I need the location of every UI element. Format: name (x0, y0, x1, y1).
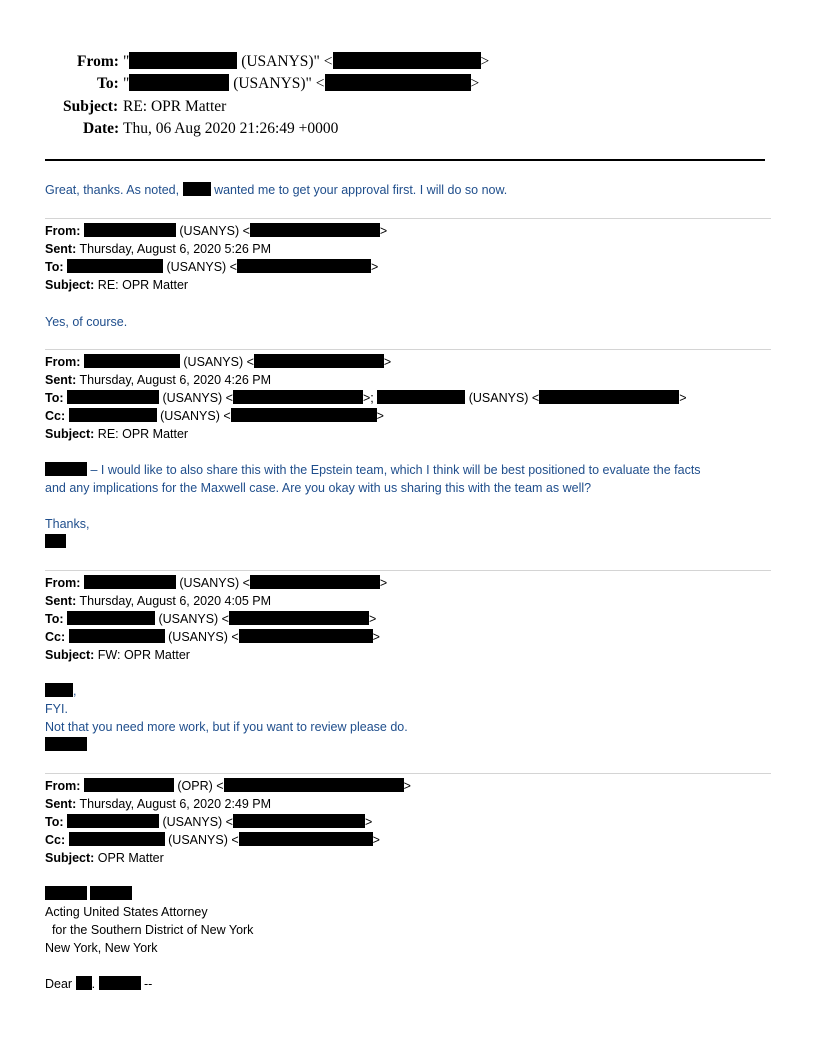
subject-value: RE: OPR Matter (97, 278, 189, 292)
redaction (229, 611, 369, 625)
redaction (67, 611, 155, 625)
redaction (45, 886, 87, 900)
redaction (84, 778, 174, 792)
redaction (333, 52, 481, 69)
redaction (69, 408, 157, 422)
message-divider (45, 570, 771, 571)
msg2-from: From: (USANYS) < > (45, 224, 388, 238)
msg5-to: To: (USANYS) < > (45, 815, 373, 829)
msg5-address-line: for the Southern District of New York (45, 923, 254, 937)
redaction (84, 223, 176, 237)
redaction (233, 814, 365, 828)
from-label: From: (45, 355, 81, 369)
redaction (99, 976, 141, 990)
to-label: To: (45, 391, 64, 405)
reply-text: Great, thanks. As noted, (45, 183, 180, 197)
salutation-text: Dear (45, 977, 73, 991)
msg3-sent (45, 371, 271, 389)
msg3-subject (45, 425, 188, 443)
redaction (250, 575, 380, 589)
to-value: (USANYS) < (162, 391, 233, 405)
header-from-org: (USANYS)" (241, 53, 320, 70)
message-divider (45, 218, 771, 219)
from-label: From: (45, 779, 81, 793)
msg2-subject (45, 276, 188, 294)
sent-value: Thursday, August 6, 2020 5:26 PM (79, 242, 272, 256)
redaction (45, 737, 87, 751)
redaction (539, 390, 679, 404)
subject-label: Subject: (45, 851, 95, 865)
redaction (69, 832, 165, 846)
msg4-cc: Cc: (USANYS) < > (45, 630, 380, 644)
msg4-from: From: (USANYS) < > (45, 576, 388, 590)
header-to-value: " (USANYS)" < > (123, 75, 480, 92)
cc-value: (USANYS) < (168, 630, 239, 644)
sent-label: Sent: (45, 594, 77, 608)
reply-text: wanted me to get your approval first. I will do so now. (214, 183, 508, 197)
reply-body (45, 181, 507, 199)
header-divider (45, 159, 765, 161)
sent-value: Thursday, August 6, 2020 4:26 PM (79, 373, 272, 387)
redaction (45, 683, 73, 697)
msg4-body-line: FYI. (45, 702, 68, 716)
from-value: (OPR) < (177, 779, 224, 793)
msg4-body-line: Not that you need more work, but if you want to review please do. (45, 720, 408, 734)
redaction (69, 629, 165, 643)
header-subject-label: Subject: (63, 98, 119, 115)
msg3-cc: Cc: (USANYS) < > (45, 409, 384, 423)
to-label: To: (45, 612, 64, 626)
redaction (84, 354, 180, 368)
msg3-thanks: Thanks, (45, 517, 90, 531)
sent-value: Thursday, August 6, 2020 2:49 PM (79, 797, 272, 811)
subject-label: Subject: (45, 427, 95, 441)
redaction (67, 814, 159, 828)
msg4-sent (45, 592, 271, 610)
msg5-sent (45, 795, 271, 813)
body-text: – I would like to also share this with the Epstein team, which I think will be best positioned to evaluate the facts (90, 463, 701, 477)
msg3-to: To: (USANYS) < >; (USANYS) < > (45, 391, 687, 405)
from-value: (USANYS) < (179, 576, 250, 590)
msg4-greeting: , (45, 682, 76, 700)
header-from-label: From: (77, 53, 119, 70)
redaction (239, 832, 373, 846)
cc-value: (USANYS) < (168, 833, 239, 847)
msg4-to: To: (USANYS) < > (45, 612, 377, 626)
msg5-salutation: Dear . -- (45, 977, 153, 991)
cc-value: (USANYS) < (160, 409, 231, 423)
message-divider (45, 773, 771, 774)
msg3-body-line (45, 461, 701, 479)
redaction (67, 259, 163, 273)
header-date-label: Date: (83, 120, 120, 137)
to-value: (USANYS) < (158, 612, 229, 626)
redaction (224, 778, 404, 792)
redaction (45, 462, 87, 476)
redaction (325, 74, 471, 91)
redaction (377, 390, 465, 404)
redaction (129, 74, 229, 91)
redaction (90, 886, 132, 900)
msg3-body-line: and any implications for the Maxwell case. Are you okay with us sharing this with the team as well? (45, 481, 592, 495)
msg5-subject (45, 849, 164, 867)
redaction (84, 575, 176, 589)
redaction (237, 259, 371, 273)
from-value: (USANYS) < (183, 355, 254, 369)
sent-label: Sent: (45, 242, 77, 256)
sent-label: Sent: (45, 373, 77, 387)
redaction (183, 182, 211, 196)
to-value: (USANYS) < (162, 815, 233, 829)
from-label: From: (45, 576, 81, 590)
from-label: From: (45, 224, 81, 238)
header-from-value: " (USANYS)" < > (123, 53, 490, 70)
to-value: (USANYS) < (166, 260, 237, 274)
to-value: (USANYS) < (468, 391, 540, 405)
redaction (76, 976, 92, 990)
header-subject-value: RE: OPR Matter (123, 98, 227, 115)
header-date-value: Thu, 06 Aug 2020 21:26:49 +0000 (123, 120, 339, 137)
subject-value: RE: OPR Matter (97, 427, 189, 441)
subject-label: Subject: (45, 648, 95, 662)
redaction (45, 534, 66, 548)
msg4-signature (45, 736, 87, 754)
cc-label: Cc: (45, 630, 66, 644)
msg5-addressee-name (45, 885, 132, 903)
subject-value: OPR Matter (97, 851, 164, 865)
subject-label: Subject: (45, 278, 95, 292)
msg4-subject (45, 646, 190, 664)
sent-label: Sent: (45, 797, 77, 811)
msg5-from: From: (OPR) < > (45, 779, 411, 793)
msg2-body: Yes, of course. (45, 315, 128, 329)
msg2-to: To: (USANYS) < > (45, 260, 379, 274)
header-to-org: (USANYS)" (233, 75, 312, 92)
msg5-address-line: New York, New York (45, 941, 158, 955)
redaction (231, 408, 377, 422)
redaction (239, 629, 373, 643)
sent-value: Thursday, August 6, 2020 4:05 PM (79, 594, 272, 608)
from-value: (USANYS) < (179, 224, 250, 238)
cc-label: Cc: (45, 833, 66, 847)
msg3-from: From: (USANYS) < > (45, 355, 392, 369)
redaction (233, 390, 363, 404)
to-label: To: (45, 260, 64, 274)
msg5-cc: Cc: (USANYS) < > (45, 833, 380, 847)
message-divider (45, 349, 771, 350)
header-to-label: To: (97, 75, 119, 92)
to-label: To: (45, 815, 64, 829)
redaction (254, 354, 384, 368)
msg3-signature (45, 533, 66, 551)
cc-label: Cc: (45, 409, 66, 423)
msg5-address-line: Acting United States Attorney (45, 905, 208, 919)
redaction (250, 223, 380, 237)
msg2-sent (45, 240, 271, 258)
subject-value: FW: OPR Matter (97, 648, 190, 662)
redaction (129, 52, 237, 69)
redaction (67, 390, 159, 404)
